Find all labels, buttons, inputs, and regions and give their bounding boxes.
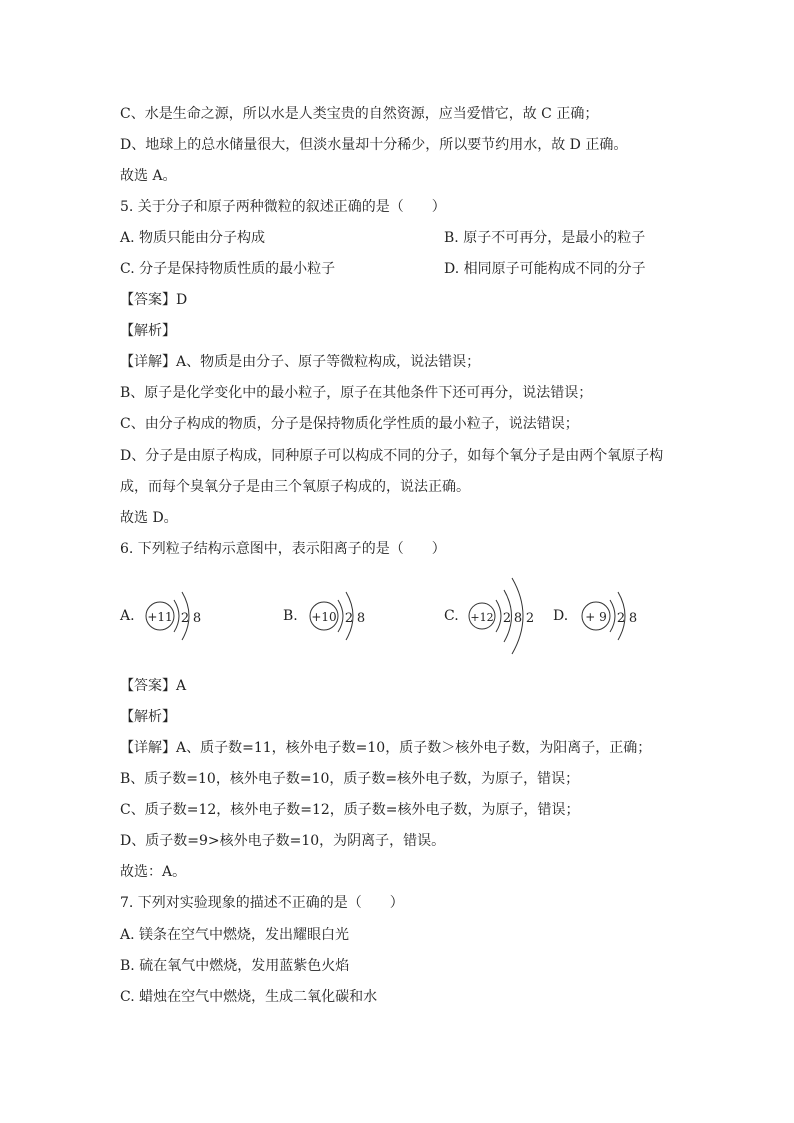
q5-detail-line: 成，而每个臭氧分子是由三个氧原子构成的，说法正确。: [120, 479, 470, 495]
diagram-b-nucleus: +10: [311, 610, 337, 624]
text-line: D、地球上的总水储量很大，但淡水量却十分稀少，所以要节约用水，故 D 正确。: [120, 137, 628, 153]
diagram-c-electron: 2: [525, 611, 535, 626]
diagram-d-label: D.: [553, 608, 569, 624]
q6-detail-line: B、质子数=10，核外电子数=10，质子数=核外电子数，为原子，错误；: [120, 771, 580, 787]
q5-option-d: D. 相同原子可能构成不同的分子: [444, 261, 646, 277]
q6-detail-line: C、质子数=12，核外电子数=12，质子数=核外电子数，为原子，错误；: [120, 802, 580, 818]
question-6-stem: 6. 下列粒子结构示意图中，表示阳离子的是（ ）: [120, 541, 446, 557]
diagram-b-electron: 8: [356, 611, 366, 626]
q6-detail-line: 故选：A。: [120, 864, 187, 880]
diagram-b-label: B.: [283, 608, 298, 624]
diagram-a-label: A.: [120, 608, 135, 624]
diagram-b-electron: 2: [344, 611, 354, 626]
q5-detail-line: D、分子是由原子构成，同种原子可以构成不同的分子，如每个氧分子是由两个氧原子构: [120, 448, 664, 464]
atom-diagram-c: [462, 572, 558, 660]
question-7-stem: 7. 下列对实验现象的描述不正确的是（ ）: [120, 895, 404, 911]
q5-option-b: B. 原子不可再分，是最小的粒子: [444, 230, 646, 246]
q6-detail-line: 【详解】A、质子数=11，核外电子数=10，质子数＞核外电子数，为阳离子，正确；: [120, 740, 652, 756]
diagram-c-electron: 8: [513, 611, 523, 626]
q5-option-a: A. 物质只能由分子构成: [120, 230, 266, 246]
diagram-d-electron: 8: [628, 611, 638, 626]
text-line: 故选 A。: [120, 168, 177, 184]
q5-detail-line: 【详解】A、物质是由分子、原子等微粒构成，说法错误；: [120, 354, 481, 370]
atom-diagram-b: [302, 580, 392, 652]
q6-analysis-heading: 【解析】: [120, 709, 176, 725]
diagram-c-electron: 2: [502, 611, 512, 626]
q5-answer: 【答案】D: [120, 292, 188, 308]
q5-analysis-heading: 【解析】: [120, 323, 176, 339]
q7-option-b: B. 硫在氧气中燃烧，发用蓝紫色火焰: [120, 958, 350, 974]
question-5-stem: 5. 关于分子和原子两种微粒的叙述正确的是（ ）: [120, 199, 446, 215]
q5-detail-line: B、原子是化学变化中的最小粒子，原子在其他条件下还可再分，说法错误；: [120, 385, 593, 401]
diagram-d-nucleus: + 9: [585, 610, 607, 624]
q5-detail-line: C、由分子构成的物质，分子是保持物质化学性质的最小粒子，说法错误；: [120, 416, 579, 432]
diagram-a-electron: 8: [192, 611, 202, 626]
diagram-a-nucleus: +11: [147, 610, 173, 624]
q7-option-a: A. 镁条在空气中燃烧，发出耀眼白光: [120, 927, 350, 943]
q6-answer: 【答案】A: [120, 678, 187, 694]
text-line: C、水是生命之源，所以水是人类宝贵的自然资源，应当爱惜它，故 C 正确；: [120, 106, 599, 122]
diagram-c-nucleus: +12: [470, 611, 494, 624]
q5-detail-line: 故选 D。: [120, 510, 178, 526]
q5-option-c: C. 分子是保持物质性质的最小粒子: [120, 261, 336, 277]
atom-diagram-d: [574, 580, 664, 652]
q7-option-c: C. 蜡烛在空气中燃烧，生成二氧化碳和水: [120, 989, 378, 1005]
diagram-c-label: C.: [444, 608, 459, 624]
atom-diagram-a: [138, 580, 228, 652]
diagram-a-electron: 2: [180, 611, 190, 626]
diagram-d-electron: 2: [616, 611, 626, 626]
q6-detail-line: D、质子数=9>核外电子数=10，为阴离子，错误。: [120, 833, 446, 849]
